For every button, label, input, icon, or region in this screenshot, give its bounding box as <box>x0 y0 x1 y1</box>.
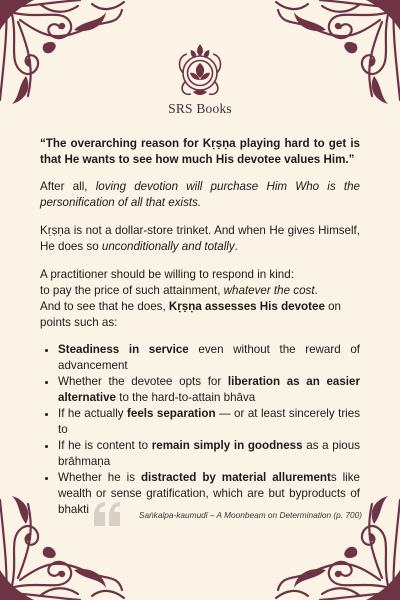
item-text: If he is content to <box>58 439 152 452</box>
item-text: s like wealth or sense gratification, which are but byproducts of bhakti <box>58 471 361 516</box>
item-bold: remain simply in goodness <box>151 439 303 452</box>
paragraph-text: A practitioner should be willing to respond in kind: <box>40 268 294 281</box>
emphasis-text: unconditionally and totally <box>101 240 235 253</box>
item-text: as a pious brāhmaṇa <box>58 439 360 468</box>
lotus-emblem-icon <box>173 42 227 100</box>
paragraph-text: . <box>314 284 318 297</box>
list-item <box>58 438 360 470</box>
source-text: Saṅkalpa-kaumudī – A Moonbeam on Determination (p. 700) <box>138 510 362 520</box>
emphasis-text: whatever the cost <box>223 284 315 297</box>
quote-mark-icon <box>92 500 122 528</box>
list-item <box>58 374 360 406</box>
floral-corner-icon <box>260 0 400 105</box>
list-item <box>58 342 360 374</box>
item-text: Whether the devotee opts for <box>58 375 228 388</box>
item-text: to the hard-to-attain bhāva <box>116 391 256 404</box>
item-bold: distracted by material allurement <box>140 471 331 484</box>
paragraph-text: And to see that he does, <box>40 300 169 313</box>
item-text: even without the reward of advancement <box>58 343 360 372</box>
paragraph-text: to pay the price of such attainment, <box>40 284 224 297</box>
paragraph-text: Kṛṣṇa is not a dollar-store trinket. And when He gives Himself, He does so <box>40 224 360 253</box>
paragraph <box>40 223 360 255</box>
floral-corner-icon <box>0 0 140 105</box>
pull-quote: “The overarching reason for Kṛṣṇa playing hard to get is that He wants to see how much His devotee values Him.” <box>40 137 360 166</box>
item-text: If he actually <box>58 407 128 420</box>
item-bold: liberation as an easier alternative <box>58 375 360 404</box>
source-citation <box>92 504 362 528</box>
body-text <box>40 136 360 518</box>
bold-text: Kṛṣṇa assesses His devotee <box>168 300 325 313</box>
item-bold: feels separation <box>127 407 216 420</box>
item-text: — or at least sincerely tries to <box>58 407 360 436</box>
list-item <box>58 406 360 438</box>
emphasis-text: loving devotion will purchase Him Who is the personification of all that exists. <box>40 180 360 209</box>
assessment-list <box>40 342 360 518</box>
paragraph <box>40 179 360 211</box>
paragraph-text: . <box>234 240 238 253</box>
brand-name: SRS Books <box>168 101 232 116</box>
paragraph-text: on points such as: <box>40 300 342 329</box>
paragraph-text: After all, <box>40 180 96 193</box>
paragraph <box>40 267 360 331</box>
item-text: Whether he is <box>58 471 141 484</box>
item-bold: Steadiness in service <box>58 343 189 356</box>
